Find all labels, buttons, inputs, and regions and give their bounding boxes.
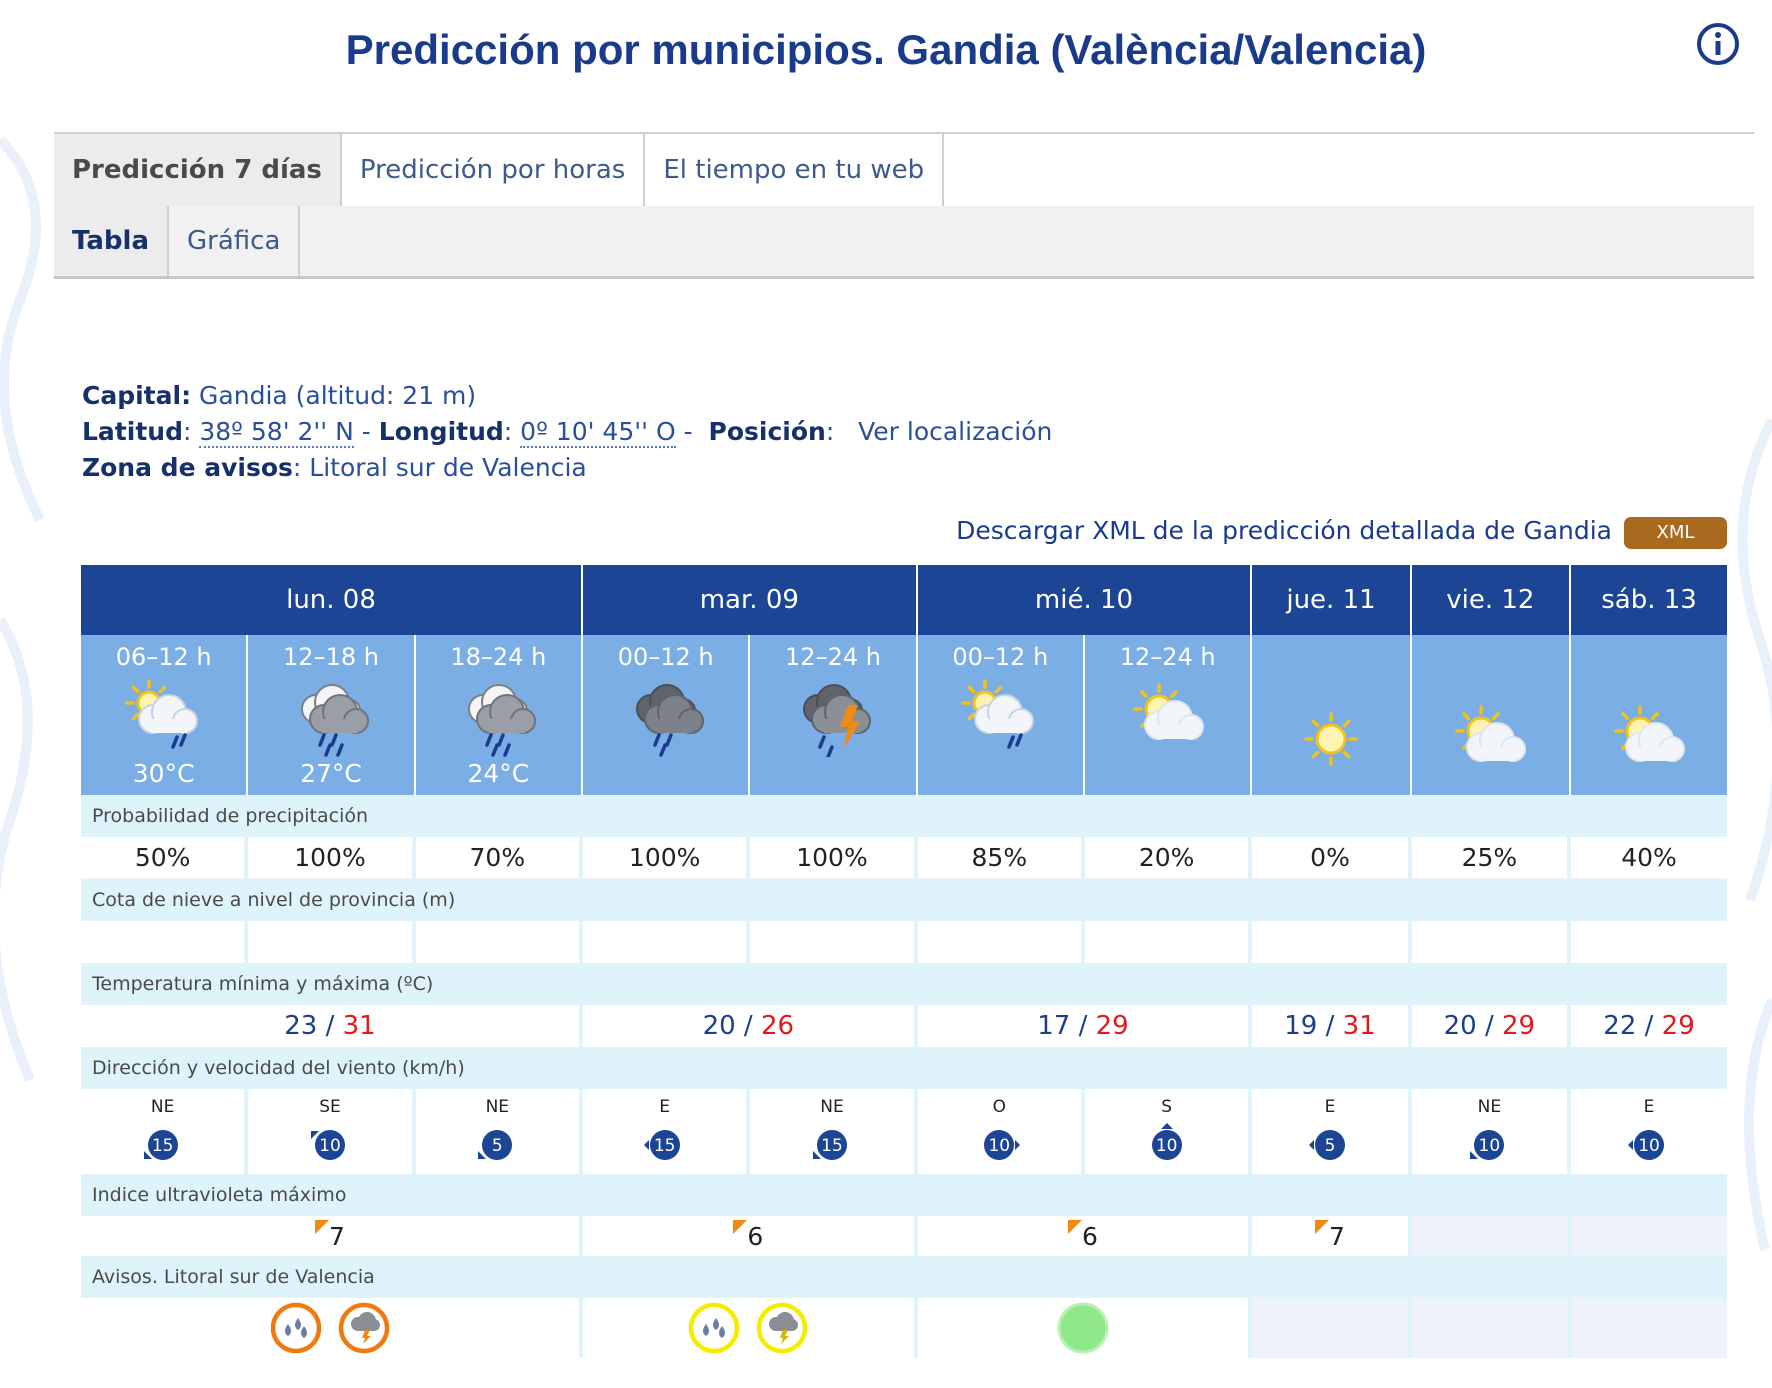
storm-icon xyxy=(788,677,878,757)
temperature-cell xyxy=(1252,1005,1411,1047)
temp-max: 26 xyxy=(760,1011,795,1041)
wind-direction: S xyxy=(1161,1097,1173,1117)
temperature-cell xyxy=(918,1005,1253,1047)
period-cell xyxy=(248,635,415,795)
uv-value: 7 xyxy=(1329,1221,1345,1251)
temperature-cell xyxy=(1571,1005,1727,1047)
precipitation-value: 85% xyxy=(918,837,1085,879)
temp-max: 31 xyxy=(1342,1011,1376,1041)
tab-tabla[interactable]: Tabla xyxy=(54,206,169,276)
wind-direction: E xyxy=(659,1097,671,1117)
period-row xyxy=(81,635,1727,795)
snow-level-value xyxy=(1252,921,1411,963)
longitude-label: Longitud xyxy=(378,417,504,446)
position-label: Posición xyxy=(708,417,826,446)
wind-badge xyxy=(969,1119,1029,1169)
snow-level-value xyxy=(583,921,750,963)
temp-separator: / xyxy=(1636,1011,1662,1041)
wind-section-row xyxy=(81,1047,1727,1089)
period-cell xyxy=(81,635,248,795)
uv-flag-icon xyxy=(1068,1220,1082,1234)
wind-speed: 10 xyxy=(1478,1136,1501,1156)
precipitation-value: 0% xyxy=(1252,837,1411,879)
wind-cell xyxy=(750,1089,917,1174)
zona-line: Zona de avisos: Litoral sur de Valencia xyxy=(82,453,587,482)
wind-badge xyxy=(1459,1119,1519,1169)
temp-min: 19 xyxy=(1284,1011,1318,1041)
tab-tiempo-en-tu-web[interactable]: El tiempo en tu web xyxy=(645,134,944,206)
wind-speed: 15 xyxy=(821,1136,843,1156)
wind-cell xyxy=(1252,1089,1411,1174)
temperature-row xyxy=(81,1005,1727,1047)
sub-tabs xyxy=(54,206,1754,279)
period-temp: 24°C xyxy=(467,759,530,788)
warnings-cell xyxy=(1571,1298,1727,1358)
ver-localizacion-link[interactable]: Ver localización xyxy=(858,417,1053,446)
precipitation-value: 100% xyxy=(248,837,415,879)
snow-level-value xyxy=(750,921,917,963)
wind-cell xyxy=(416,1089,583,1174)
snow-level-value xyxy=(81,921,248,963)
period-cell xyxy=(918,635,1085,795)
snow-level-value xyxy=(1571,921,1727,963)
tab-prediccion-por-horas[interactable]: Predicción por horas xyxy=(342,134,645,206)
uv-cell xyxy=(1252,1216,1411,1256)
precipitation-value: 20% xyxy=(1085,837,1252,879)
longitude-value: 0º 10' 45'' O xyxy=(520,417,676,446)
uv-index-section-label: Indice ultravioleta máximo xyxy=(81,1174,1727,1216)
wind-direction: NE xyxy=(820,1097,844,1117)
period-label xyxy=(1412,643,1569,675)
location-info xyxy=(82,378,1052,486)
wind-speed: 15 xyxy=(653,1136,676,1156)
wind-speed: 10 xyxy=(319,1136,341,1156)
temp-max: 31 xyxy=(342,1011,376,1041)
precipitation-value: 25% xyxy=(1412,837,1571,879)
wind-direction: E xyxy=(1643,1097,1655,1117)
capital-line xyxy=(82,378,1052,414)
download-xml-link[interactable]: Descargar XML de la predicción detallada de Gandia xyxy=(956,516,1612,545)
latitude-label: Latitud xyxy=(82,417,183,446)
capital-label: Capital: xyxy=(82,381,192,410)
wind-direction: NE xyxy=(150,1097,175,1117)
precipitation-section-row xyxy=(81,795,1727,837)
precipitation-value: 40% xyxy=(1571,837,1727,879)
temp-min: 20 xyxy=(1443,1011,1477,1041)
snow-level-value xyxy=(1412,921,1571,963)
tab-prediccion-7-dias[interactable]: Predicción 7 días xyxy=(54,134,342,206)
temp-max: 29 xyxy=(1661,1011,1695,1041)
cloud-rain-icon xyxy=(286,677,376,757)
period-cell xyxy=(416,635,583,795)
uv-value: 6 xyxy=(747,1221,764,1251)
uv-value: 7 xyxy=(329,1221,345,1251)
temperature-cell xyxy=(583,1005,918,1047)
uv-cell xyxy=(1412,1216,1571,1256)
forecast-table xyxy=(81,565,1727,1358)
snow-level-value xyxy=(416,921,583,963)
temperature-cell xyxy=(1412,1005,1571,1047)
period-label: 00–12 h xyxy=(617,643,714,671)
temp-min: 23 xyxy=(284,1011,318,1041)
warning-rain-yellow-icon[interactable] xyxy=(686,1300,742,1356)
period-label: 12–24 h xyxy=(1119,643,1216,671)
uv-value: 6 xyxy=(1082,1221,1098,1251)
uv-indicator xyxy=(315,1222,345,1251)
wind-cell xyxy=(248,1089,415,1174)
wind-row xyxy=(81,1089,1727,1174)
uv-cell xyxy=(1571,1216,1727,1256)
sun-icon xyxy=(1286,699,1376,779)
main-tabs xyxy=(54,132,1754,209)
period-label xyxy=(1252,643,1409,675)
warnings-section-label: Avisos. Litoral sur de Valencia xyxy=(81,1256,1727,1298)
latitude-value: 38º 58' 2'' N xyxy=(199,417,354,446)
wind-cell xyxy=(918,1089,1085,1174)
sun-cloud-icon xyxy=(1123,677,1213,757)
temp-separator: / xyxy=(1070,1011,1096,1041)
wind-direction: NE xyxy=(485,1097,510,1117)
dark-cloud-rain-icon xyxy=(621,677,711,757)
uv-row xyxy=(81,1216,1727,1256)
wind-direction: NE xyxy=(1477,1097,1502,1117)
precipitation-row xyxy=(81,837,1727,879)
warning-storm-orange-icon[interactable] xyxy=(336,1300,392,1356)
warning-rain-orange-icon[interactable] xyxy=(268,1300,324,1356)
info-icon[interactable] xyxy=(1694,20,1742,68)
precipitation-value: 100% xyxy=(750,837,917,879)
uv-indicator xyxy=(1315,1222,1345,1251)
day-header: mar. 09 xyxy=(583,565,918,635)
wind-badge xyxy=(1300,1119,1360,1169)
period-temp: 27°C xyxy=(300,759,362,788)
day-header: mié. 10 xyxy=(918,565,1253,635)
uv-flag-icon xyxy=(1315,1220,1329,1234)
warnings-cell xyxy=(1252,1298,1411,1358)
wind-cell xyxy=(583,1089,750,1174)
precipitation-value: 50% xyxy=(81,837,248,879)
wind-cell xyxy=(81,1089,248,1174)
precipitation-value: 70% xyxy=(416,837,583,879)
snow-level-section-row xyxy=(81,879,1727,921)
wind-cell xyxy=(1571,1089,1727,1174)
period-temp: 30°C xyxy=(132,759,195,788)
day-header-row xyxy=(81,565,1727,635)
wind-badge xyxy=(635,1119,695,1169)
wind-cell xyxy=(1412,1089,1571,1174)
wind-speed: 10 xyxy=(1638,1136,1660,1156)
tab-grafica[interactable]: Gráfica xyxy=(169,206,300,276)
temp-max: 29 xyxy=(1095,1011,1129,1041)
warning-green-icon[interactable] xyxy=(1055,1300,1111,1356)
cloud-rain-icon xyxy=(453,677,543,757)
period-cell xyxy=(1571,635,1727,795)
warnings-cell xyxy=(1412,1298,1571,1358)
wind-badge xyxy=(1137,1119,1197,1169)
period-cell xyxy=(583,635,750,795)
period-cell xyxy=(750,635,917,795)
wind-speed: 10 xyxy=(988,1136,1011,1156)
temperature-section-row xyxy=(81,963,1727,1005)
temp-separator: / xyxy=(735,1011,761,1041)
wind-speed: 5 xyxy=(1324,1136,1336,1156)
period-cell xyxy=(1252,635,1411,795)
warnings-cell xyxy=(81,1298,583,1358)
day-header: lun. 08 xyxy=(81,565,583,635)
period-cell xyxy=(1412,635,1571,795)
precipitation-value: 100% xyxy=(583,837,750,879)
period-label: 06–12 h xyxy=(115,643,212,671)
period-label: 00–12 h xyxy=(952,643,1049,671)
uv-cell xyxy=(583,1216,918,1256)
wind-speed: 5 xyxy=(491,1136,503,1156)
temp-max: 29 xyxy=(1502,1011,1536,1041)
warnings-cell xyxy=(583,1298,918,1358)
coords-line: Latitud: 38º 58' 2'' N - Longitud: 0º 10' 45'' O - Posición: Ver localización xyxy=(82,417,1053,446)
precipitation-section-label: Probabilidad de precipitación xyxy=(81,795,1727,837)
page-title: Predicción por municipios. Gandia (València/Valencia) xyxy=(345,26,1427,73)
period-label xyxy=(1571,643,1727,675)
snow-level-section-label: Cota de nieve a nivel de provincia (m) xyxy=(81,879,1727,921)
wind-speed: 10 xyxy=(1155,1136,1178,1156)
sun-cloud-icon xyxy=(1604,699,1694,779)
wind-badge xyxy=(802,1119,862,1169)
temp-min: 22 xyxy=(1603,1011,1637,1041)
snow-level-value xyxy=(918,921,1085,963)
sun-cloud-icon xyxy=(1445,699,1535,779)
snow-level-row xyxy=(81,921,1727,963)
uv-cell xyxy=(918,1216,1253,1256)
period-cell xyxy=(1085,635,1252,795)
period-label: 18–24 h xyxy=(450,643,547,671)
uv-flag-icon xyxy=(733,1220,747,1234)
zona-value: Litoral sur de Valencia xyxy=(309,453,587,482)
wind-direction: SE xyxy=(319,1097,341,1117)
day-header: vie. 12 xyxy=(1412,565,1571,635)
wind-direction: O xyxy=(992,1097,1007,1117)
wind-badge xyxy=(133,1119,193,1169)
uv-indicator xyxy=(733,1222,763,1251)
wind-cell xyxy=(1085,1089,1252,1174)
temp-separator: / xyxy=(1476,1011,1503,1041)
temperature-cell xyxy=(81,1005,583,1047)
period-label: 12–18 h xyxy=(283,643,379,671)
uv-cell xyxy=(81,1216,583,1256)
wind-badge xyxy=(300,1119,360,1169)
temp-separator: / xyxy=(1317,1011,1343,1041)
sun-cloud-rain-icon xyxy=(119,677,209,757)
warning-storm-yellow-icon[interactable] xyxy=(754,1300,810,1356)
uv-index-section-row xyxy=(81,1174,1727,1216)
temp-separator: / xyxy=(317,1011,343,1041)
temp-min: 17 xyxy=(1037,1011,1071,1041)
snow-level-value xyxy=(1085,921,1252,963)
xml-badge-button[interactable]: XML xyxy=(1624,517,1727,549)
temp-min: 20 xyxy=(702,1011,736,1041)
temperature-section-label: Temperatura mínima y máxima (ºC) xyxy=(81,963,1727,1005)
zona-label: Zona de avisos xyxy=(82,453,293,482)
day-header: sáb. 13 xyxy=(1571,565,1727,635)
uv-indicator xyxy=(1068,1222,1098,1251)
sun-cloud-rain-icon xyxy=(955,677,1045,757)
capital-value: Gandia (altitud: 21 m) xyxy=(199,381,477,410)
warnings-section-row xyxy=(81,1256,1727,1298)
wind-speed: 15 xyxy=(151,1136,174,1156)
wind-badge xyxy=(467,1119,527,1169)
uv-flag-icon xyxy=(315,1220,329,1234)
wind-section-label: Dirección y velocidad del viento (km/h) xyxy=(81,1047,1727,1089)
wind-direction: E xyxy=(1324,1097,1336,1117)
warnings-row xyxy=(81,1298,1727,1358)
snow-level-value xyxy=(248,921,415,963)
day-header: jue. 11 xyxy=(1252,565,1411,635)
wind-badge xyxy=(1619,1119,1679,1169)
period-label: 12–24 h xyxy=(785,643,881,671)
warnings-cell xyxy=(918,1298,1253,1358)
